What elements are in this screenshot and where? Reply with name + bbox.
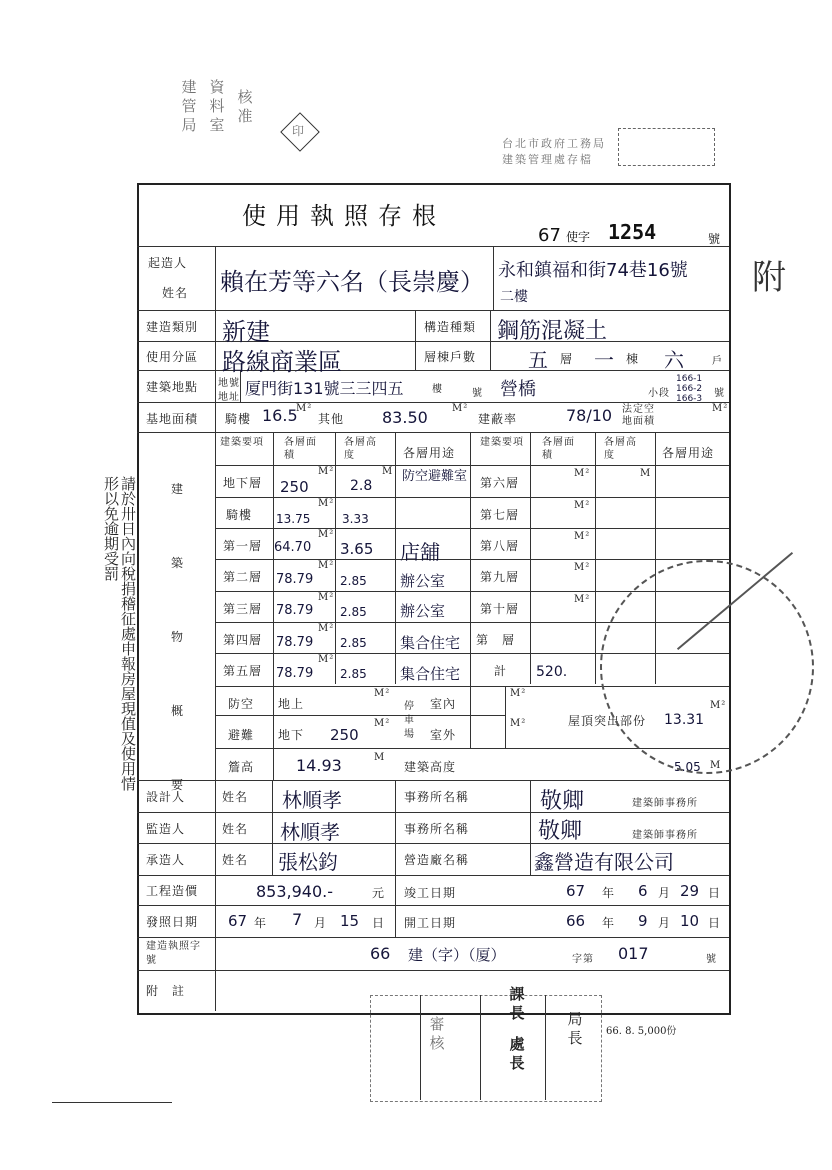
- unit-m-bh: M: [710, 760, 722, 771]
- build-type: 新建: [222, 318, 270, 346]
- f4-use: 集合住宅: [400, 634, 461, 652]
- label-arcade-row: 騎樓: [226, 508, 253, 522]
- other-area: 83.50: [382, 408, 428, 427]
- stamp-col-2: 資料室: [209, 78, 225, 134]
- label-designer-firm: 事務所名稱: [404, 790, 470, 804]
- label-issue-date: 發照日期: [146, 915, 199, 929]
- label-floor-unit: 層: [560, 352, 574, 366]
- stamp-box-right: [618, 128, 715, 166]
- label-f3: 第三層: [223, 602, 263, 616]
- contractor: 張松鈞: [278, 850, 338, 874]
- bottom-rule: [52, 1102, 172, 1103]
- unit-m2-a: M²: [296, 403, 313, 414]
- rule: [137, 905, 729, 906]
- unit-m2-r4: M²: [574, 562, 591, 573]
- circular-seal: [600, 560, 814, 774]
- rule: [137, 246, 729, 247]
- col-height: 各層高度: [344, 437, 377, 461]
- f5-height: 2.85: [340, 667, 367, 681]
- unit-m2-row4: M²: [318, 560, 335, 571]
- unit-m2-row2: M²: [318, 498, 335, 509]
- form-number: 1254: [608, 220, 657, 244]
- site-street: 厦門街131號三三四五: [245, 379, 404, 398]
- col-item: 建築要項: [220, 437, 264, 448]
- rule: [493, 246, 494, 310]
- label-eave-height: 簷高: [228, 760, 255, 774]
- coverage: 78/10: [566, 406, 613, 425]
- unit-day-s: 日: [708, 916, 722, 930]
- shelter-below: 250: [330, 726, 359, 744]
- f2-use: 辦公室: [400, 572, 446, 590]
- label-basement: 地下層: [223, 476, 263, 490]
- rule: [137, 875, 729, 876]
- label-site-area: 基地面積: [146, 412, 199, 426]
- rule: [137, 310, 729, 311]
- f3-use: 辦公室: [400, 602, 446, 620]
- label-f2: 第二層: [223, 570, 263, 584]
- label-applicant: 起造人: [148, 256, 188, 270]
- unit-m2-indoor: M²: [510, 688, 527, 699]
- label-remarks: 附註: [146, 984, 199, 998]
- rule: [137, 812, 729, 813]
- unit-day-c: 日: [708, 886, 722, 900]
- total-area: 520.: [536, 664, 568, 680]
- architect-office-1: 建築師事務所: [632, 798, 698, 809]
- buildings-value: 一: [594, 348, 614, 372]
- label-f5: 第五層: [223, 664, 263, 678]
- label-completion: 竣工日期: [404, 886, 457, 900]
- label-outdoor: 室外: [430, 728, 457, 742]
- label-coverage: 建蔽率: [478, 412, 518, 426]
- basement-height: 2.8: [350, 478, 373, 494]
- rule: [595, 432, 596, 684]
- unit-year-c: 年: [602, 886, 616, 900]
- label-f8: 第八層: [480, 539, 520, 553]
- label-lou: 樓: [432, 384, 443, 395]
- stamp-review: 審核: [429, 1015, 445, 1052]
- rule: [273, 432, 274, 780]
- label-household-unit: 戶: [712, 356, 723, 367]
- label-f1: 第一層: [223, 539, 263, 553]
- right-edge-char: 附: [752, 258, 786, 298]
- label-supervisor: 監造人: [146, 822, 186, 836]
- stamp-col-3: 核准: [237, 88, 253, 125]
- lot-numbers: 166-1 166-2 166-3: [676, 374, 703, 404]
- basement-area: 250: [280, 478, 309, 496]
- label-indoor: 室內: [430, 697, 457, 711]
- label-designer-name: 姓名: [222, 790, 249, 804]
- rule: [480, 995, 481, 1100]
- label-cost: 工程造價: [146, 884, 199, 898]
- form-number-prefix: 使字: [566, 230, 591, 244]
- label-other: 其他: [318, 412, 345, 426]
- form-title: 使用執照存根: [242, 202, 446, 230]
- rule: [395, 780, 396, 937]
- label-supervisor-firm: 事務所名稱: [404, 822, 470, 836]
- form-number-suffix: 號: [708, 232, 721, 246]
- start-year: 66: [566, 912, 586, 930]
- unit-m-eave: M: [374, 752, 386, 763]
- label-total: 計: [494, 664, 508, 678]
- permit-no: 017: [618, 944, 649, 963]
- col-use2: 各層用途: [662, 446, 715, 460]
- label-contractor-company: 營造廠名稱: [404, 853, 470, 867]
- label-contractor: 承造人: [146, 853, 186, 867]
- f1-use: 店舖: [400, 540, 440, 564]
- label-small-section: 小段: [648, 388, 670, 399]
- start-day: 10: [680, 912, 700, 930]
- unit-m2-shelter: M²: [374, 718, 391, 729]
- label-hao: 號: [472, 388, 483, 399]
- rule: [420, 995, 421, 1100]
- unit-m2-row6: M²: [318, 623, 335, 634]
- label-ziti: 字第: [572, 954, 594, 965]
- architect-office-2: 建築師事務所: [632, 830, 698, 841]
- f3-area: 78.79: [276, 603, 314, 618]
- unit-m2-r1: M²: [574, 468, 591, 479]
- rule: [505, 686, 506, 748]
- unit-m2-air: M²: [374, 688, 391, 699]
- col-area2: 各層面積: [542, 437, 575, 461]
- rule: [490, 310, 491, 370]
- permit-year: 66: [370, 944, 391, 963]
- stamp-director: 處長: [509, 1035, 525, 1072]
- stamp-commissioner: 局長: [567, 1010, 583, 1047]
- designer-firm: 敬卿: [540, 789, 585, 814]
- label-designer: 設計人: [146, 790, 186, 804]
- unit-m2-row3: M²: [318, 529, 335, 540]
- f2-height: 2.85: [340, 574, 367, 588]
- start-month: 9: [638, 912, 648, 930]
- rule: [530, 780, 531, 876]
- f2-area: 78.79: [276, 572, 314, 587]
- label-use-zone: 使用分區: [146, 350, 199, 364]
- rule: [415, 310, 416, 370]
- arcade-area2: 13.75: [276, 512, 311, 526]
- rule: [215, 715, 505, 716]
- roof-area: 13.31: [664, 712, 705, 728]
- form-year: 67: [538, 225, 561, 246]
- label-f4: 第四層: [223, 633, 263, 647]
- label-name: 姓名: [162, 286, 189, 300]
- unit-m2-row7: M²: [318, 654, 335, 665]
- rule: [137, 780, 729, 781]
- unit-year-s: 年: [602, 916, 616, 930]
- completion-day: 29: [680, 882, 700, 900]
- designer: 林順孝: [282, 788, 342, 812]
- structure: 鋼筋混凝土: [497, 319, 608, 344]
- archive-stamp-line1: 台北市政府工務局: [502, 137, 606, 150]
- rule: [137, 970, 729, 971]
- issue-year: 67: [228, 912, 248, 930]
- label-f9: 第九層: [480, 570, 520, 584]
- arcade-area: 16.5: [262, 406, 298, 425]
- archive-stamp-line2: 建築管理處存檔: [502, 153, 593, 166]
- households-value: 六: [664, 348, 684, 372]
- unit-m2-c: M²: [712, 403, 729, 414]
- arcade-height: 3.33: [342, 512, 369, 526]
- basement-use: 防空避難室: [402, 469, 468, 484]
- address: 永和鎮福和街74巷16號: [498, 260, 688, 281]
- cost: 853,940.-: [256, 882, 334, 901]
- unit-yuan: 元: [372, 886, 386, 900]
- unit-m-r1: M: [640, 468, 652, 479]
- small-stamp-text: 印: [292, 124, 305, 138]
- print-note: 66. 8. 5,000份: [606, 1026, 677, 1037]
- label-addr-sub: 地址: [218, 392, 240, 403]
- f5-use: 集合住宅: [400, 665, 461, 683]
- unit-m2-row1: M²: [318, 466, 335, 477]
- rule: [137, 432, 729, 433]
- col-height2: 各層高度: [604, 437, 637, 461]
- label-f7: 第七層: [480, 508, 520, 522]
- rule: [215, 465, 729, 466]
- rule: [530, 432, 531, 684]
- rule: [272, 780, 273, 876]
- unit-month-c: 月: [658, 886, 672, 900]
- col-area: 各層面積: [284, 437, 317, 461]
- contractor-company: 鑫營造有限公司: [534, 850, 674, 874]
- unit-day-i: 日: [372, 916, 386, 930]
- rule: [215, 559, 729, 560]
- label-floors-units: 層棟戶數: [424, 350, 477, 364]
- rule: [215, 528, 729, 529]
- f3-height: 2.85: [340, 605, 367, 619]
- label-site-location: 建築地點: [146, 380, 199, 394]
- completion-year: 67: [566, 882, 586, 900]
- stamp-section-chief: 課長: [509, 985, 525, 1022]
- label-contractor-name: 姓名: [222, 853, 249, 867]
- unit-month-s: 月: [658, 916, 672, 930]
- rule: [215, 497, 729, 498]
- eave-height: 14.93: [296, 756, 342, 775]
- f4-area: 78.79: [276, 635, 314, 650]
- unit-month-i: 月: [314, 916, 328, 930]
- label-hao-permit: 號: [706, 954, 717, 965]
- label-roof-area: 屋頂突出部份: [568, 714, 647, 728]
- rule: [335, 432, 336, 684]
- label-structure: 構造種類: [424, 320, 477, 334]
- label-hao-2: 號: [714, 388, 725, 399]
- approval-stamp-left: [158, 58, 258, 154]
- side-note: 請於卅日內向稅捐稽征處申報房屋現值及使用情形以免逾期受罰: [102, 476, 137, 791]
- rule: [137, 843, 729, 844]
- supervisor: 林順孝: [280, 820, 340, 844]
- rule: [545, 995, 546, 1100]
- rule: [395, 432, 396, 684]
- label-below: 地下: [278, 728, 305, 742]
- use-zone: 路線商業區: [222, 348, 342, 376]
- rule: [137, 937, 729, 938]
- label-building-unit: 棟: [626, 352, 640, 366]
- floors-value: 五: [528, 348, 548, 372]
- unit-m2-roof: M²: [710, 700, 727, 711]
- label-land-lot: 地號: [218, 378, 240, 389]
- label-arcade: 騎樓: [225, 412, 252, 426]
- label-start-date: 開工日期: [404, 916, 457, 930]
- rule: [470, 432, 471, 748]
- unit-m2-outdoor: M²: [510, 718, 527, 729]
- label-air-defense: 防空: [228, 697, 255, 711]
- completion-month: 6: [638, 882, 648, 900]
- col-item2: 建築要項: [480, 437, 524, 448]
- rule: [215, 432, 216, 780]
- unit-year-i: 年: [254, 916, 268, 930]
- f4-height: 2.85: [340, 636, 367, 650]
- label-building-summary: 建築物概要: [170, 482, 183, 792]
- label-f10: 第十層: [480, 602, 520, 616]
- label-f-other: 第 層: [476, 633, 516, 647]
- label-building-height: 建築高度: [404, 760, 457, 774]
- label-parking: 停車場: [404, 701, 415, 740]
- building-height: 5.05: [674, 760, 701, 774]
- issue-day: 15: [340, 912, 360, 930]
- col-use: 各層用途: [403, 446, 456, 460]
- label-above: 地上: [278, 697, 305, 711]
- label-shelter: 避難: [228, 728, 255, 742]
- unit-m2-r2: M²: [574, 500, 591, 511]
- unit-m2-r5: M²: [574, 594, 591, 605]
- stamp-col-1: 建管局: [181, 78, 197, 134]
- unit-m-row1: M: [382, 466, 394, 477]
- issue-month: 7: [292, 910, 303, 929]
- label-f6: 第六層: [480, 476, 520, 490]
- permit-type: 建（字）（厦）: [408, 946, 506, 964]
- supervisor-firm: 敬卿: [538, 819, 583, 844]
- label-legal-open: 法定空地面積: [622, 404, 655, 427]
- f1-area: 64.70: [274, 540, 312, 555]
- label-permit-no: 建造執照字號: [146, 941, 201, 966]
- label-supervisor-name: 姓名: [222, 822, 249, 836]
- unit-m2-row5: M²: [318, 592, 335, 603]
- f1-height: 3.65: [340, 540, 374, 558]
- applicant-name: 賴在芳等六名（長崇慶）: [220, 268, 484, 296]
- f5-area: 78.79: [276, 666, 314, 681]
- address-floor: 二樓: [500, 289, 528, 305]
- label-build-type: 建造類別: [146, 320, 199, 334]
- unit-m2-b: M²: [452, 403, 469, 414]
- site-section: 營橋: [500, 379, 536, 400]
- unit-m2-r3: M²: [574, 531, 591, 542]
